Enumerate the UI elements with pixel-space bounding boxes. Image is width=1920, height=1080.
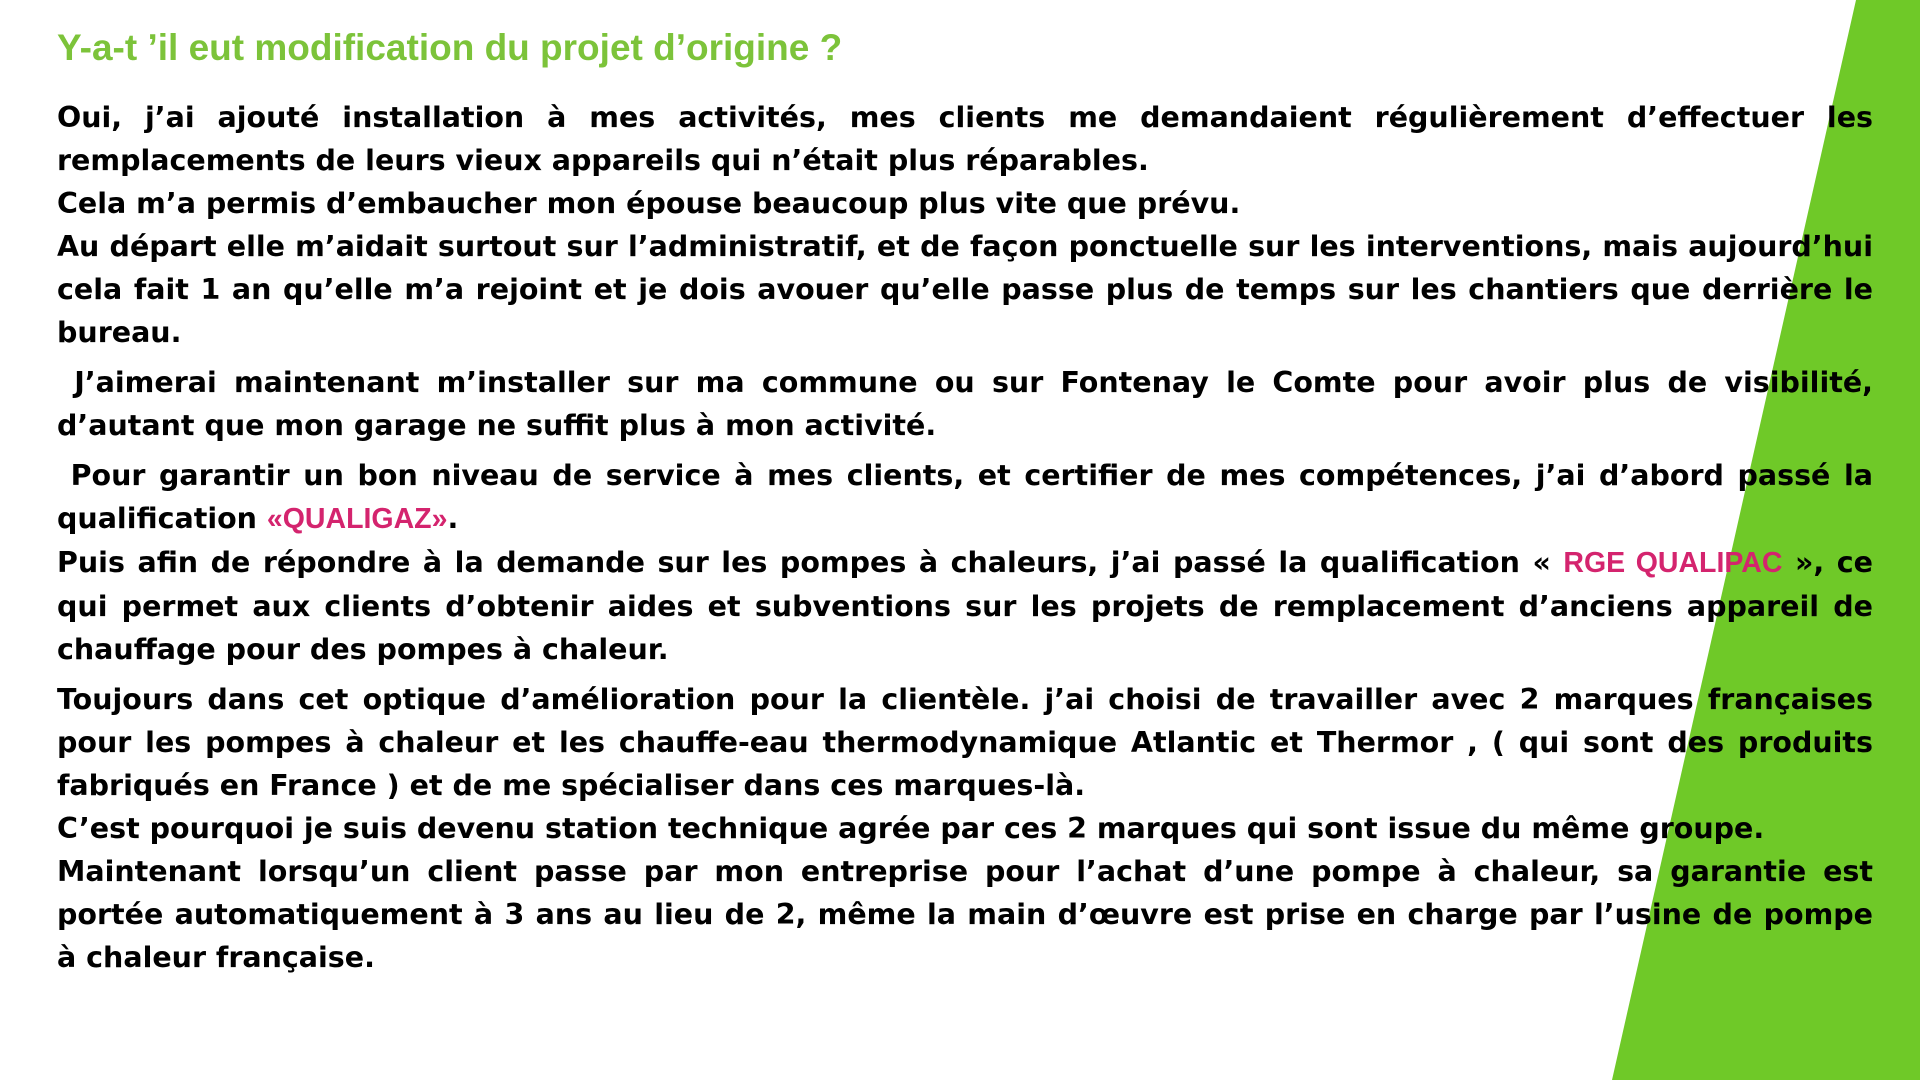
qualipac-text-end: », ce qui permet aux clients d’obtenir aides et subventions sur les projets de remplacement d’anciens appareil de chauffage pour des pompes à chaleur. (57, 546, 1873, 666)
qualigaz-text-end: . (447, 502, 459, 535)
paragraph-garantie: Maintenant lorsqu’un client passe par mon entreprise pour l’achat d’une pompe à chaleur, sa garantie est portée automatiquement à 3 ans au lieu de 2, même la main d’œuvre est prise en charge par l’usine de pompe à chaleur française. (57, 855, 1873, 974)
paragraph-installer-commune: J’aimerai maintenant m’installer sur ma commune ou sur Fontenay le Comte pour avoir plus de visibilité, d’autant que mon garage ne suffit plus à mon activité. (57, 366, 1873, 442)
slide-content (57, 22, 1873, 979)
paragraph-qualigaz (57, 454, 1873, 541)
paragraph-station-technique: C’est pourquoi je suis devenu station technique agrée par ces 2 marques qui sont issue du même groupe. (57, 812, 1765, 845)
qualigaz-text-start: Pour garantir un bon niveau de service à mes clients, et certifier de mes compétences, j’ai d’abord passé la qualification (57, 459, 1873, 535)
paragraph-qualipac (57, 541, 1873, 671)
page-title: Y-a-t ’il eut modification du projet d’origine ? (57, 27, 843, 68)
qualipac-text-start: Puis afin de répondre à la demande sur les pompes à chaleurs, j’ai passé la qualification « (57, 546, 1564, 579)
qualigaz-highlight: «QUALIGAZ» (266, 503, 448, 535)
paragraph-depart: Au départ elle m’aidait surtout sur l’administratif, et de façon ponctuelle sur les interventions, mais aujourd’hui cela fait 1 an qu’elle m’a rejoint et je dois avouer qu’elle passe plus de temps sur les chantiers que derrière le bureau. (57, 230, 1873, 349)
paragraph-installation: Oui, j’ai ajouté installation à mes activités, mes clients me demandaient régulièrement d’effectuer les remplacements de leurs vieux appareils qui n’était plus réparables. (57, 101, 1873, 177)
paragraph-embauche: Cela m’a permis d’embaucher mon épouse beaucoup plus vite que prévu. (57, 187, 1241, 220)
paragraph-marques: Toujours dans cet optique d’amélioration pour la clientèle. j’ai choisi de travailler avec 2 marques françaises pour les pompes à chaleur et les chauffe-eau thermodynamique Atlantic et Thermor , ( qui sont des produits fabriqués en France ) et de me spécialiser dans ces marques-là. (57, 683, 1873, 802)
qualipac-highlight: RGE QUALIPAC (1563, 547, 1783, 579)
